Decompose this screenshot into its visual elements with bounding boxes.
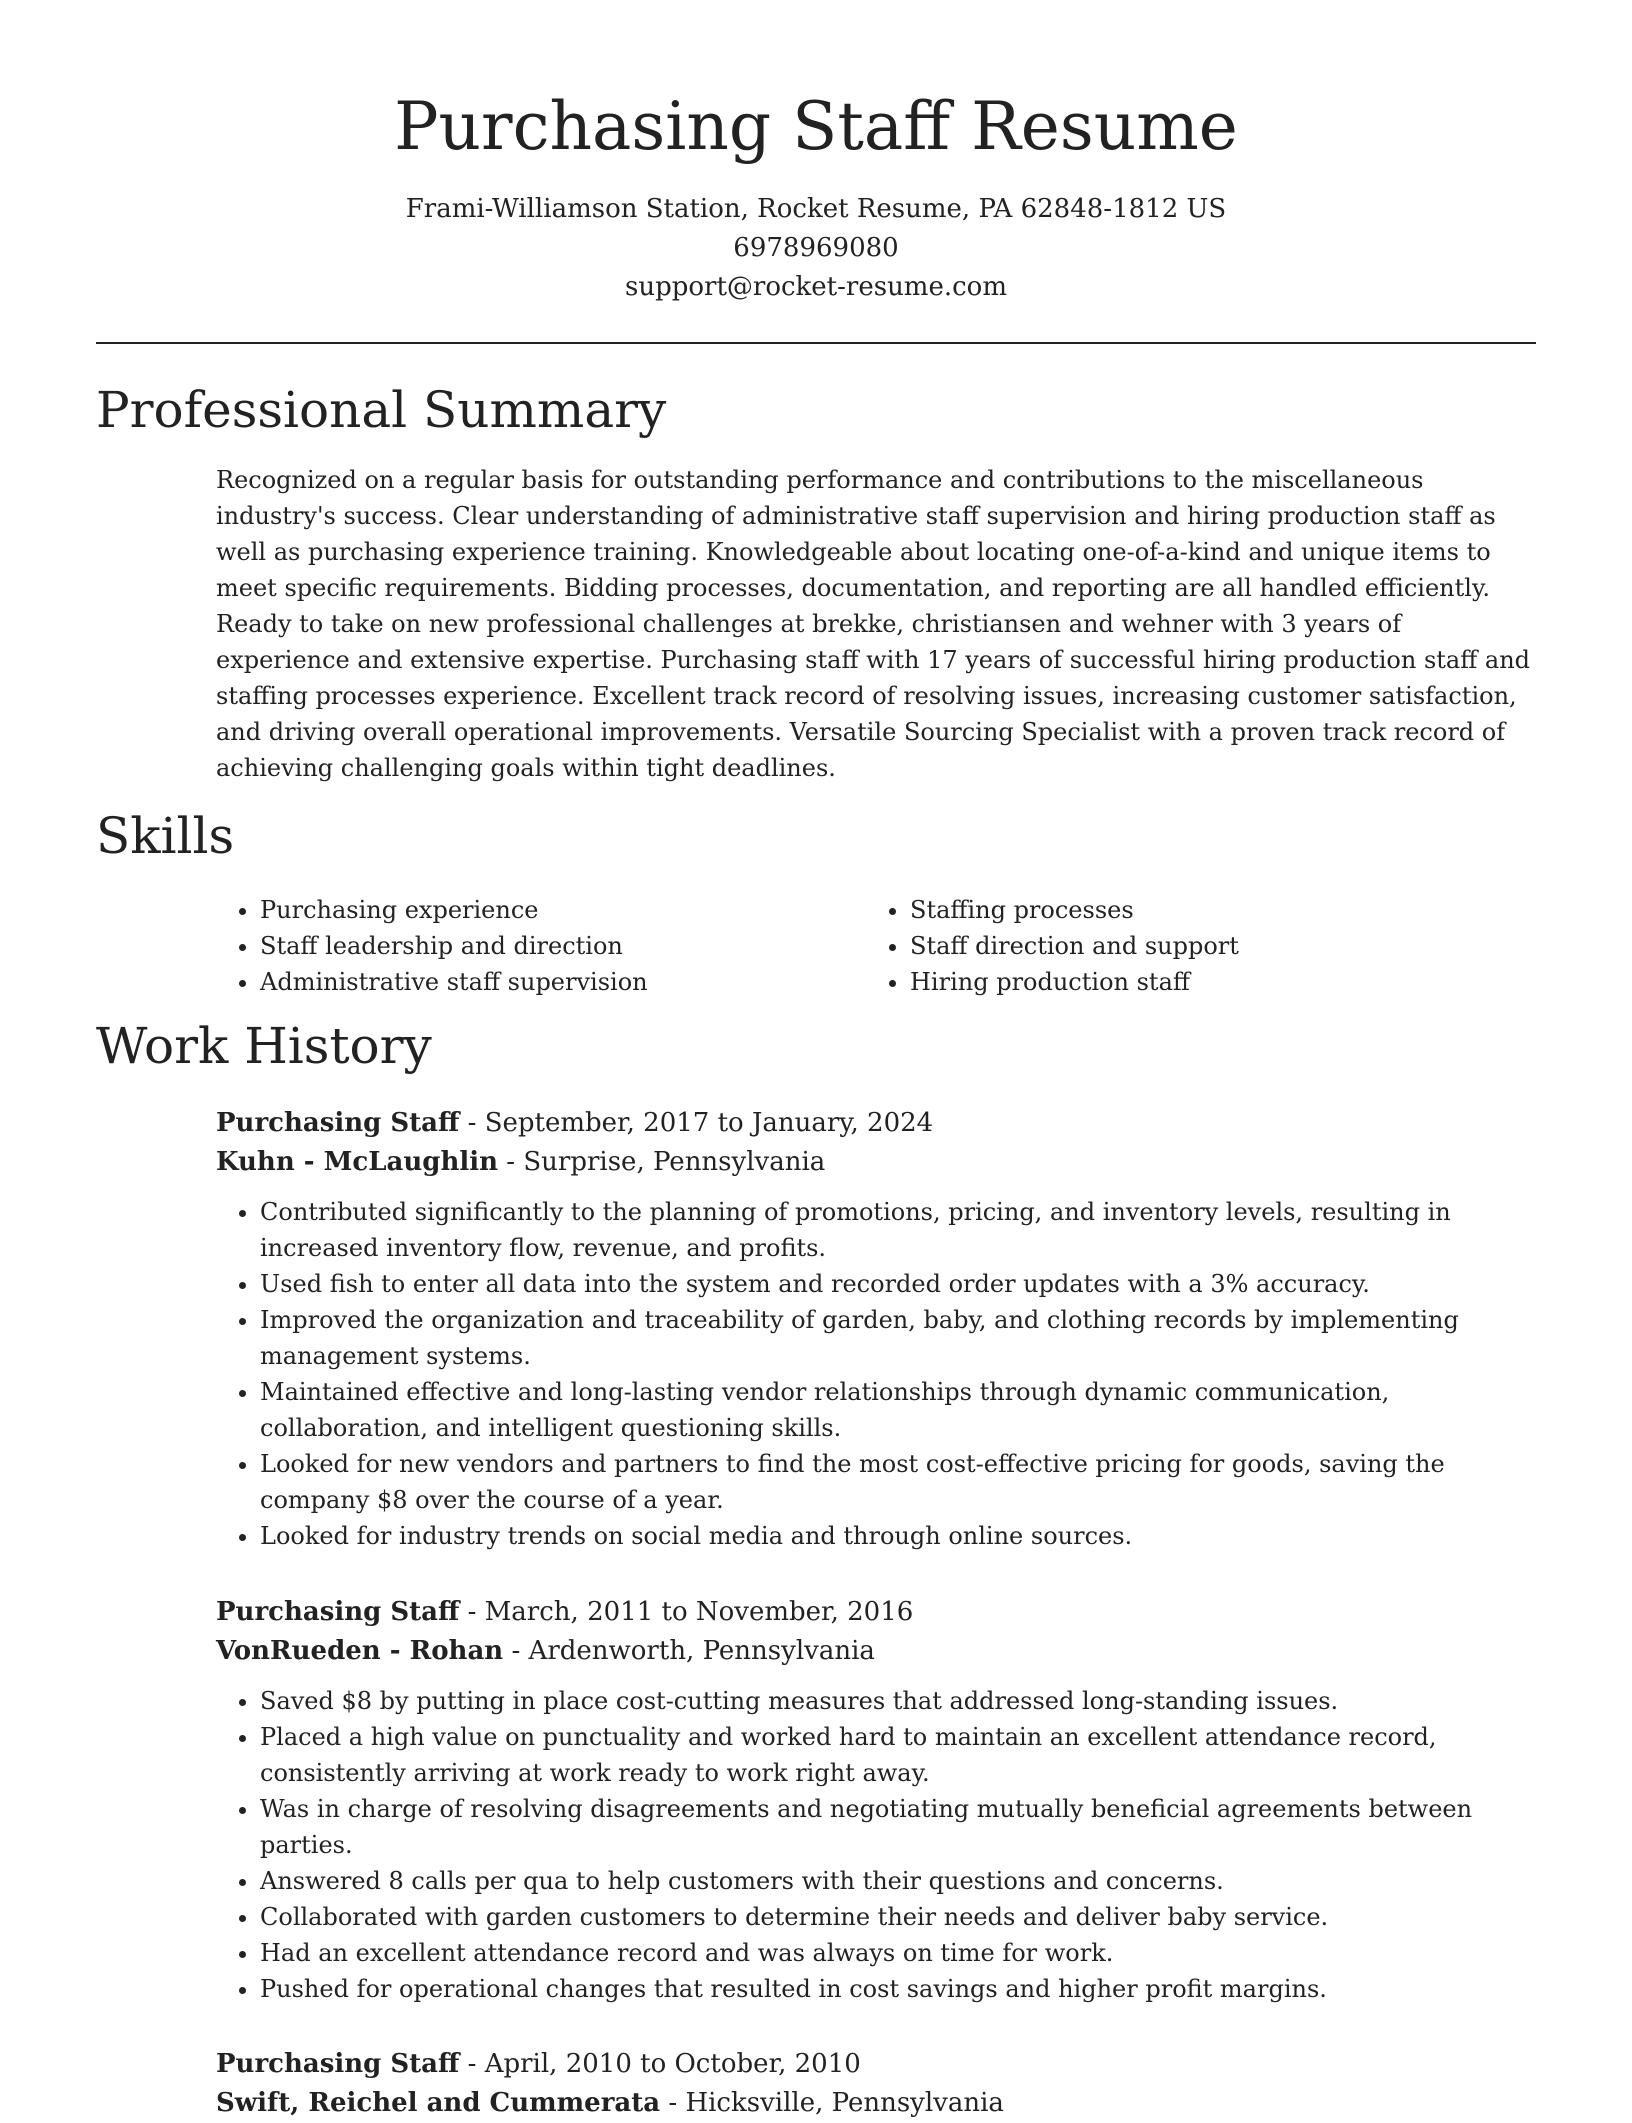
skill-item: • Staffing processes [910, 892, 1239, 928]
header-divider [96, 342, 1536, 344]
job-bullet: • Improved the organization and traceability of garden, baby, and clothing records by implementing management systems. [260, 1302, 1541, 1374]
job-bullet: • Looked for industry trends on social media and through online sources. [260, 1518, 1541, 1554]
job-title-line: Purchasing Staff - March, 2011 to November, 2016 [216, 1597, 914, 1627]
job-bullet: • Had an excellent attendance record and was always on time for work. [260, 1935, 1541, 1971]
contact-email: support@rocket-resume.com [624, 272, 1007, 302]
skill-item: • Hiring production staff [910, 964, 1239, 1000]
section-title-summary: Professional Summary [96, 381, 667, 439]
job-bullet: • Answered 8 calls per qua to help customers with their questions and concerns. [260, 1863, 1541, 1899]
job-company: Kuhn - McLaughlin [216, 1147, 499, 1177]
job-bullet: • Collaborated with garden customers to determine their needs and deliver baby service. [260, 1899, 1541, 1935]
job-entry [216, 2045, 1541, 2123]
section-title-skills: Skills [96, 807, 235, 865]
contact-address: Frami-Williamson Station, Rocket Resume, PA 62848-1812 US [405, 194, 1227, 224]
contact-phone: 6978969080 [733, 233, 899, 263]
skills-list-right [866, 892, 1239, 1000]
job-location: Surprise, Pennsylvania [523, 1147, 826, 1177]
job-bullet: • Used fish to enter all data into the system and recorded order updates with a 3% accuracy. [260, 1266, 1541, 1302]
section-title-work-history: Work History [96, 1017, 432, 1075]
job-dates: April, 2010 to October, 2010 [484, 2049, 861, 2079]
job-bullet: • Placed a high value on punctuality and worked hard to maintain an excellent attendance record, consistently arriving at work ready to work right away. [260, 1719, 1541, 1791]
job-title-line: Purchasing Staff - April, 2010 to October, 2010 [216, 2049, 861, 2079]
job-company-line: Swift, Reichel and Cummerata - Hicksville, Pennsylvania [216, 2088, 1004, 2118]
job-bullet: • Saved $8 by putting in place cost-cutting measures that addressed long-standing issues. [260, 1683, 1541, 1719]
resume-title: Purchasing Staff Resume [394, 88, 1238, 165]
job-bullet: • Pushed for operational changes that resulted in cost savings and higher profit margins. [260, 1971, 1541, 2007]
skill-item: • Staff leadership and direction [260, 928, 648, 964]
job-title: Purchasing Staff [216, 1108, 460, 1138]
skill-item: • Administrative staff supervision [260, 964, 648, 1000]
job-title: Purchasing Staff [216, 2049, 460, 2079]
job-location: Ardenworth, Pennsylvania [528, 1636, 875, 1666]
job-location: Hicksville, Pennsylvania [685, 2088, 1004, 2118]
job-bullets [216, 1683, 1541, 2007]
job-bullet: • Was in charge of resolving disagreements and negotiating mutually beneficial agreements between parties. [260, 1791, 1541, 1863]
job-bullets [216, 1194, 1541, 1554]
contact-info [0, 190, 1632, 307]
job-company-line: VonRueden - Rohan - Ardenworth, Pennsylvania [216, 1636, 875, 1666]
job-dates: March, 2011 to November, 2016 [484, 1597, 914, 1627]
summary-text: Recognized on a regular basis for outstanding performance and contributions to the miscellaneous industry's success. Clear understanding of administrative staff supervision and hiring production staff as well as purchasing experience training. Knowledgeable about locating one-of-a-kind and unique items to meet specific requirements. Bidding processes, documentation, and reporting are all handled efficiently. Ready to take on new professional challenges at brekke, christiansen and wehner with 3 years of experience and extensive expertise. Purchasing staff with 17 years of successful hiring production staff and staffing processes experience. Excellent track record of resolving issues, increasing customer satisfaction, and driving overall operational improvements. Versatile Sourcing Specialist with a proven track record of achieving challenging goals within tight deadlines. [216, 466, 1531, 782]
skill-item: • Purchasing experience [260, 892, 648, 928]
job-bullet: • Maintained effective and long-lasting vendor relationships through dynamic communication, collaboration, and intelligent questioning skills. [260, 1374, 1541, 1446]
job-company-line: Kuhn - McLaughlin - Surprise, Pennsylvania [216, 1147, 826, 1177]
job-entry [216, 1104, 1541, 1554]
job-company: VonRueden - Rohan [216, 1636, 504, 1666]
job-title-line: Purchasing Staff - September, 2017 to January, 2024 [216, 1108, 934, 1138]
skills-list-left [216, 892, 648, 1000]
job-company: Swift, Reichel and Cummerata [216, 2088, 661, 2118]
job-entry [216, 1593, 1541, 2007]
job-bullet: • Looked for new vendors and partners to find the most cost-effective pricing for goods, saving the company $8 over the course of a year. [260, 1446, 1541, 1518]
job-title: Purchasing Staff [216, 1597, 460, 1627]
skill-item: • Staff direction and support [910, 928, 1239, 964]
job-bullet: • Contributed significantly to the planning of promotions, pricing, and inventory levels, resulting in increased inventory flow, revenue, and profits. [260, 1194, 1541, 1266]
job-dates: September, 2017 to January, 2024 [484, 1108, 934, 1138]
